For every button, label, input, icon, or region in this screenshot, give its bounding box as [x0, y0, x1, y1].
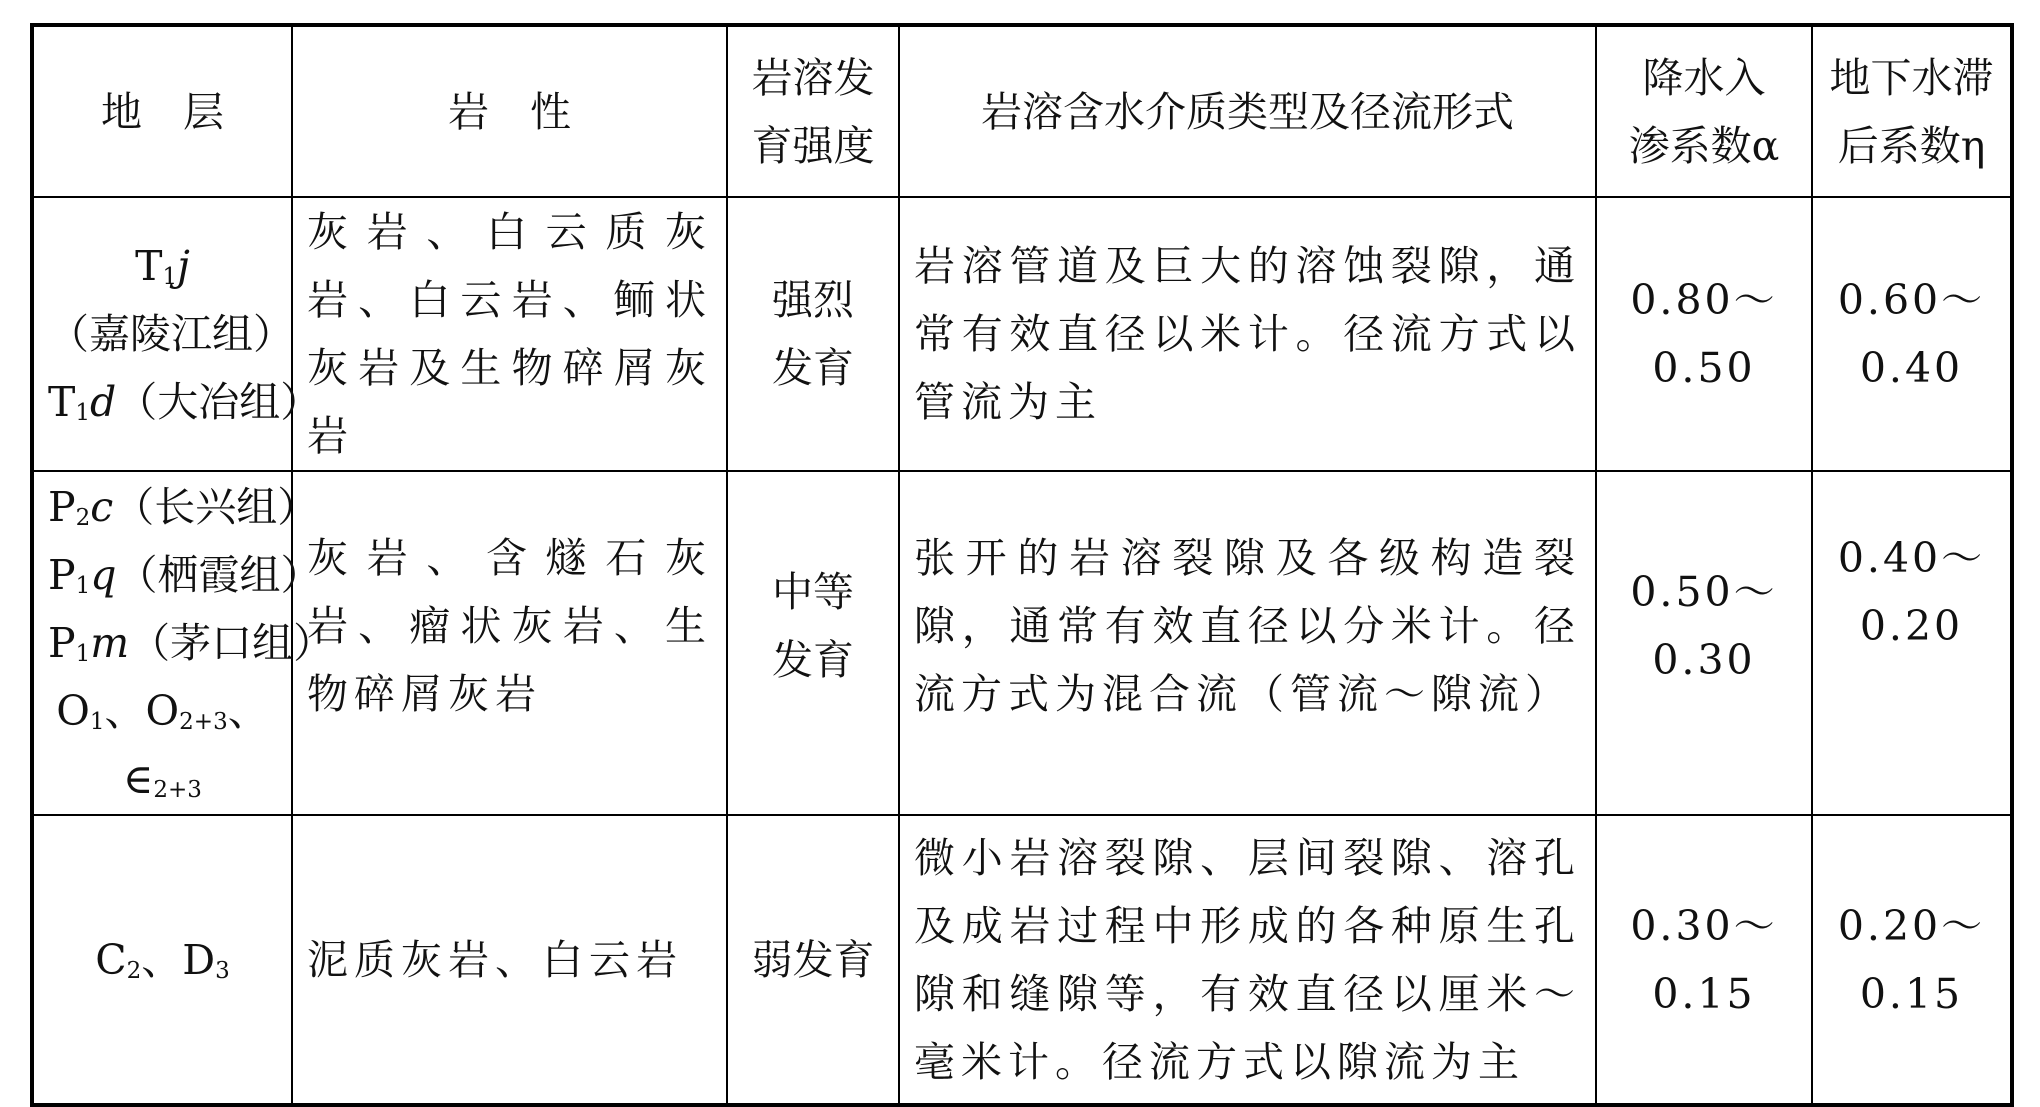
- lag-value-line: 0.60～: [1837, 276, 1986, 324]
- infiltration-value-line: 0.30～: [1630, 901, 1778, 950]
- stratum-subscript: 2+3: [153, 777, 202, 803]
- lag-coefficient-cell: [1812, 197, 2012, 471]
- stratum-symbol: T: [48, 378, 76, 426]
- stratum-separator: 、: [141, 935, 183, 984]
- stratum-suffix: q: [90, 551, 117, 599]
- karst-degree-line: 发育: [772, 636, 854, 684]
- stratum-suffix: c: [90, 483, 114, 531]
- lag-value-line: 0.15: [1859, 969, 1964, 1018]
- karst-degree-line: 发育: [772, 344, 854, 392]
- karst-parameter-table: [30, 23, 2014, 1107]
- infiltration-coefficient-cell: [1596, 471, 1812, 815]
- stratum-suffix: d: [90, 378, 117, 426]
- stratum-symbol: P: [48, 619, 76, 667]
- stratum-name: （茅口组）: [129, 619, 335, 667]
- header-karst-degree-line-2: 育强度: [751, 121, 875, 170]
- stratum-subscript: 2+3: [179, 709, 228, 735]
- stratum-separator: 、: [227, 687, 269, 735]
- header-infiltration-coefficient: [1596, 25, 1812, 197]
- header-stratum: 地 层: [32, 25, 292, 197]
- stratum-entry: [48, 745, 277, 813]
- karst-degree-cell: [727, 471, 899, 815]
- header-karst-degree-line-1: 岩溶发: [751, 53, 875, 102]
- infiltration-value-line: 0.50～: [1630, 568, 1778, 616]
- karst-degree-cell: [727, 815, 899, 1105]
- lag-value-line: 0.20: [1859, 602, 1964, 650]
- lag-value-line: 0.40: [1859, 344, 1964, 392]
- infiltration-value-line: 0.30: [1652, 636, 1756, 684]
- stratum-symbol: O: [145, 687, 180, 735]
- header-infiltration-line-1: 降水入: [1642, 53, 1766, 102]
- stratum-subscript: 2: [126, 957, 142, 984]
- lag-coefficient-cell: [1812, 471, 2012, 815]
- lithology-cell: 灰岩、含燧石灰岩、瘤状灰岩、生物碎屑灰岩: [292, 471, 727, 815]
- lag-value-line: 0.20～: [1837, 901, 1986, 950]
- aquifer-medium-cell: 微小岩溶裂隙、层间裂隙、溶孔及成岩过程中形成的各种原生孔隙和缝隙等，有效直径以厘米～毫米计。径流方式以隙流为主: [899, 815, 1596, 1105]
- stratum-name: （大冶组）: [116, 378, 322, 426]
- stratum-entry: [48, 368, 322, 436]
- stratum-symbol: O: [56, 687, 90, 735]
- stratum-symbol: P: [48, 483, 76, 531]
- lag-coefficient-cell: [1812, 815, 2012, 1105]
- infiltration-coefficient-cell: [1596, 197, 1812, 471]
- header-karst-degree: [727, 25, 899, 197]
- stratum-entry: [48, 926, 277, 994]
- aquifer-medium-cell: 张开的岩溶裂隙及各级构造裂隙，通常有效直径以分米计。径流方式为混合流（管流～隙流）: [899, 471, 1596, 815]
- header-lag-line-2: 后系数η: [1837, 121, 1986, 170]
- stratum-entry: [48, 677, 277, 745]
- stratum-symbol: ∈: [123, 755, 154, 803]
- stratum-entry: [48, 232, 277, 300]
- stratum-symbol: D: [182, 935, 216, 984]
- infiltration-coefficient-cell: [1596, 815, 1812, 1105]
- lithology-cell: 泥质灰岩、白云岩: [292, 815, 727, 1105]
- stratum-subscript: 3: [215, 957, 230, 984]
- lag-value-line: 0.40～: [1837, 534, 1986, 582]
- lithology-cell: 灰岩、白云质灰岩、白云岩、鲕状灰岩及生物碎屑灰岩: [292, 197, 727, 471]
- karst-degree-line: 中等: [772, 568, 854, 616]
- infiltration-value-line: 0.50: [1652, 344, 1756, 392]
- stratum-suffix: m: [90, 619, 130, 667]
- stratum-symbol: C: [95, 935, 127, 984]
- header-lag-coefficient: [1812, 25, 2012, 197]
- header-lithology: 岩 性: [292, 25, 727, 197]
- header-aquifer-medium: 岩溶含水介质类型及径流形式: [899, 25, 1596, 197]
- stratum-cell: [32, 815, 292, 1105]
- stratum-entry: [48, 541, 322, 609]
- stratum-entry: [48, 609, 335, 677]
- infiltration-value-line: 0.15: [1652, 969, 1756, 1018]
- karst-degree-line: 弱发育: [751, 935, 875, 984]
- stratum-separator: 、: [104, 687, 146, 735]
- stratum-symbol: P: [48, 551, 76, 599]
- aquifer-medium-cell: 岩溶管道及巨大的溶蚀裂隙，通常有效直径以米计。径流方式以管流为主: [899, 197, 1596, 471]
- stratum-subscript: 2: [75, 505, 91, 531]
- stratum-subscript: 1: [75, 573, 91, 599]
- stratum-subscript: 1: [89, 709, 105, 735]
- stratum-name: （长兴组）: [113, 483, 319, 531]
- stratum-entry: [48, 473, 319, 541]
- stratum-name: （嘉陵江组）: [48, 310, 294, 358]
- table-row: [32, 471, 2012, 815]
- table-row: [32, 197, 2012, 471]
- header-infiltration-line-2: 渗系数α: [1628, 121, 1780, 170]
- table-row: [32, 815, 2012, 1105]
- header-row: [32, 25, 2012, 197]
- stratum-symbol: T: [135, 242, 163, 290]
- stratum-suffix: j: [177, 242, 190, 290]
- karst-degree-line: 强烈: [772, 276, 854, 324]
- karst-degree-cell: [727, 197, 899, 471]
- infiltration-value-line: 0.80～: [1630, 276, 1778, 324]
- stratum-entry: [48, 300, 294, 368]
- stratum-cell: [32, 471, 335, 815]
- stratum-name: （栖霞组）: [116, 551, 322, 599]
- header-lag-line-1: 地下水滞: [1829, 53, 1994, 102]
- stratum-cell: [32, 197, 322, 471]
- stratum-subscript: 1: [75, 641, 91, 667]
- stratum-subscript: 1: [75, 400, 90, 426]
- stratum-subscript: 1: [162, 264, 178, 290]
